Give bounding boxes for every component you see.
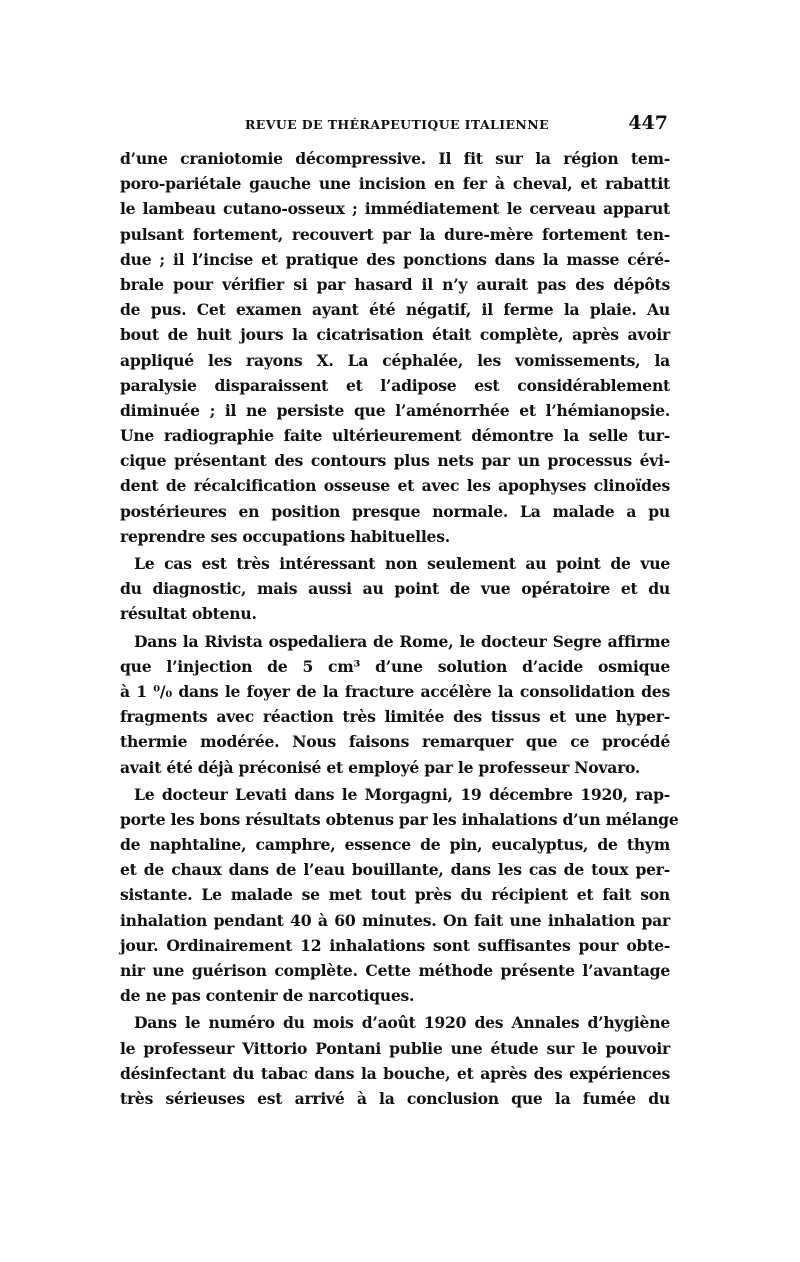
text-line: bout de huit jours la cicatrisation était complète, après avoir — [120, 325, 670, 345]
text-line: reprendre ses occupations habituelles. — [120, 526, 450, 546]
text-line: Le cas est très intéressant non seulement au point de vue — [134, 554, 670, 573]
text-line: d’une craniotomie décompressive. Il fit sur la région tem- — [120, 149, 670, 168]
text-line: Dans le numéro du mois d’août 1920 des Annales d’hygiène — [134, 1013, 670, 1033]
text-line: Le docteur Levati dans le Morgagni, 19 décembre 1920, rap- — [134, 784, 670, 804]
text-line: du diagnostic, mais aussi au point de vue opératoire et du — [120, 579, 670, 599]
text-line: dent de récalcification osseuse et avec les apophyses clinoïdes — [120, 476, 670, 496]
text-line: nir une guérison complète. Cette méthode présente l’avantage — [120, 961, 670, 980]
text-line: et de chaux dans de l’eau bouillante, dans les cas de toux per- — [120, 860, 670, 880]
text-line: de naphtaline, camphre, essence de pin, eucalyptus, de thym — [120, 835, 670, 855]
text-line: diminuée ; il ne persiste que l’aménorrhée et l’hémianopsie. — [120, 400, 670, 420]
running-title: REVUE DE THÉRAPEUTIQUE ITALIENNE — [245, 117, 549, 132]
text-line: due ; il l’incise et pratique des ponctions dans la masse céré- — [120, 249, 670, 269]
text-line: de pus. Cet examen ayant été négatif, il ferme la plaie. Au — [120, 300, 670, 320]
text-line: avait été déjà préconisé et employé par le professeur Novaro. — [120, 757, 641, 777]
text-line: poro-pariétale gauche une incision en fer à cheval, et rabattit — [120, 174, 670, 194]
text-line: appliqué les rayons X. La céphalée, les vomissements, la — [120, 350, 670, 370]
text-line: cique présentant des contours plus nets par un processus évi- — [120, 451, 670, 471]
text-line: de ne pas contenir de narcotiques. — [120, 986, 415, 1006]
text-line: brale pour vérifier si par hasard il n’y aurait pas des dépôts — [120, 274, 670, 294]
text-line: désinfectant du tabac dans la bouche, et après des expériences — [120, 1063, 670, 1083]
text-line: postérieures en position presque normale. La malade a pu — [120, 501, 670, 521]
text-line: Dans la Rivista ospedaliera de Rome, le docteur Segre affirme — [134, 631, 670, 651]
text-line: fragments avec réaction très limitée des tissus et une hyper- — [120, 707, 670, 727]
text-line: sistante. Le malade se met tout près du récipient et fait son — [120, 885, 670, 905]
text-line: porte les bons résultats obtenus par les inhalations d’un mélange — [120, 809, 679, 829]
text-line: le lambeau cutano-osseux ; immédiatement le cerveau apparut — [120, 199, 670, 219]
page-number: 447 — [628, 112, 668, 134]
text-line: très sérieuses est arrivé à la conclusion que la fumée du — [120, 1088, 670, 1108]
text-line: pulsant fortement, recouvert par la dure-mère fortement ten- — [120, 224, 670, 244]
text-line: paralysie disparaissent et l’adipose est considérablement — [120, 375, 670, 395]
text-line: le professeur Vittorio Pontani publie une étude sur le pouvoir — [120, 1038, 670, 1058]
text-line: résultat obtenu. — [120, 604, 257, 624]
running-head — [120, 112, 670, 140]
text-line: à 1 ⁰/₀ dans le foyer de la fracture accélère la consolidation des — [120, 681, 670, 701]
body-text — [120, 146, 679, 1111]
text-line: Une radiographie faite ultérieurement démontre la selle tur- — [120, 426, 670, 446]
text-line: que l’injection de 5 cm³ d’une solution d’acide osmique — [120, 656, 670, 676]
text-line: inhalation pendant 40 à 60 minutes. On fait une inhalation par — [120, 910, 670, 930]
text-line: thermie modérée. Nous faisons remarquer que ce procédé — [120, 732, 670, 752]
text-line: jour. Ordinairement 12 inhalations sont suffisantes pour obte- — [120, 935, 670, 955]
